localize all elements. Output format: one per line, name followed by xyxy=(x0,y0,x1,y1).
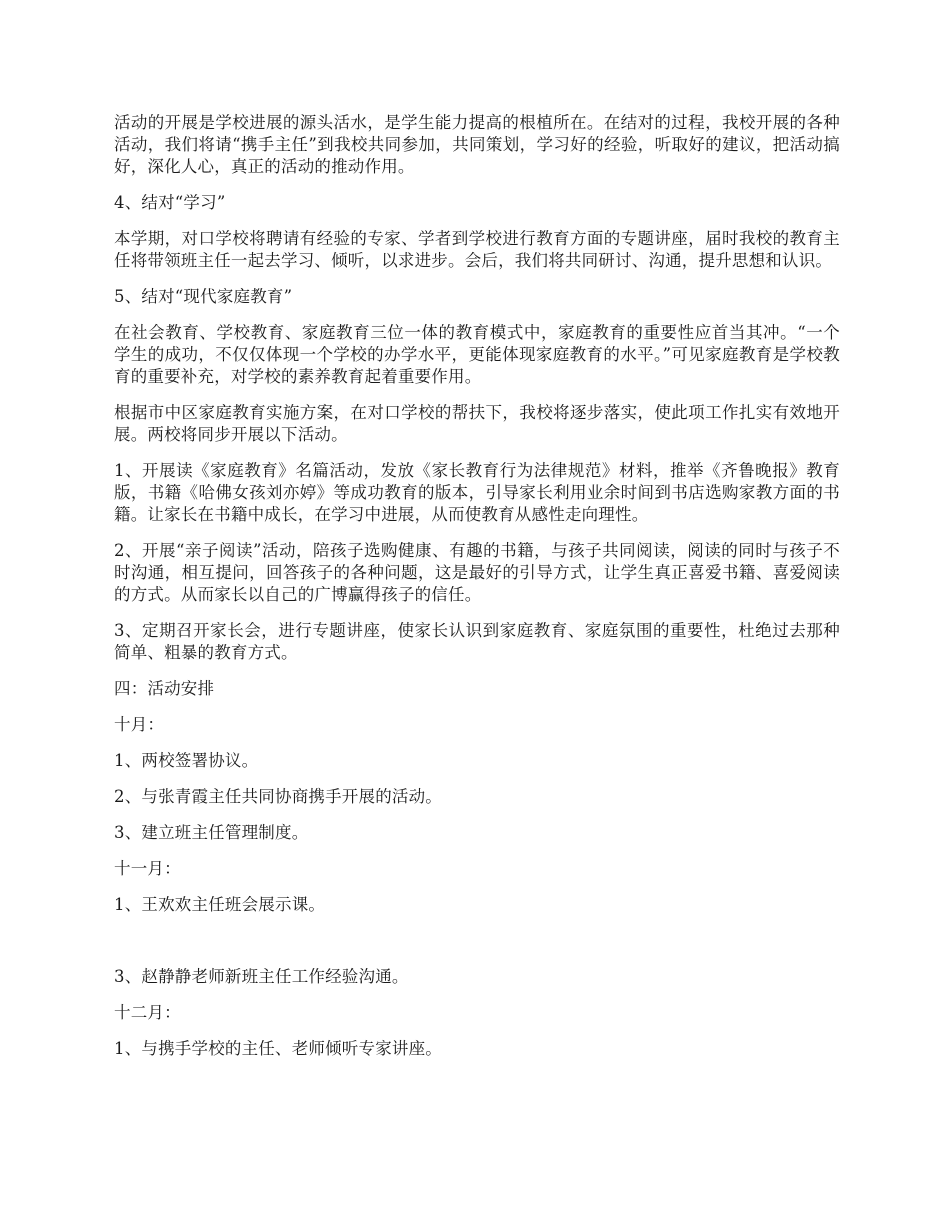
paragraph-activity-2: 2、开展“亲子阅读”活动，陪孩子选购健康、有趣的书籍，与孩子共同阅读，阅读的同时与孩子不时沟通，相互提问，回答孩子的各种问题，这是最好的引导方式，让学生真正喜爱书籍、喜爱阅读的方式。从而家长以自己的广博赢得孩子的信任。 xyxy=(114,541,840,604)
paragraph-activity-1: 1、开展读《家庭教育》名篇活动，发放《家长教育行为法律规范》材料，推举《齐鲁晚报》教育版，书籍《哈佛女孩刘亦婷》等成功教育的版本，引导家长利用业余时间到书店选购家教方面的书籍。让家长在书籍中成长，在学习中进展，从而使教育从感性走向理性。 xyxy=(114,461,840,524)
paragraph-activity-3: 3、定期召开家长会，进行专题讲座，使家长认识到家庭教育、家庭氛围的重要性，杜绝过去那种简单、粗暴的教育方式。 xyxy=(114,621,840,662)
paragraph-family-education: 在社会教育、学校教育、家庭教育三位一体的教育模式中，家庭教育的重要性应首当其冲。“一个学生的成功，不仅仅体现一个学校的办学水平，更能体现家庭教育的水平。”可见家庭教育是学校教育的重要补充，对学校的素养教育起着重要作用。 xyxy=(114,323,840,386)
paragraph-activity-intro: 活动的开展是学校进展的源头活水，是学生能力提高的根植所在。在结对的过程，我校开展的各种活动，我们将请“携手主任”到我校共同参加，共同策划，学习好的经验，听取好的建议，把活动搞好，深化人心，真正的活动的推动作用。 xyxy=(114,113,840,176)
document-page xyxy=(114,112,840,1074)
heading-pair-study: 4、结对“学习” xyxy=(114,193,226,212)
november-item-3: 3、赵静静老师新班主任工作经验沟通。 xyxy=(114,967,409,986)
october-item-1: 1、两校签署协议。 xyxy=(114,751,259,770)
december-item-1: 1、与携手学校的主任、老师倾听专家讲座。 xyxy=(114,1039,442,1058)
november-item-1: 1、王欢欢主任班会展示课。 xyxy=(114,895,326,914)
month-october: 十月： xyxy=(114,715,165,734)
october-item-2: 2、与张青霞主任共同协商携手开展的活动。 xyxy=(114,787,442,806)
month-december: 十二月： xyxy=(114,1003,181,1022)
heading-schedule: 四：活动安排 xyxy=(114,679,215,698)
month-november: 十一月： xyxy=(114,859,181,878)
paragraph-study: 本学期，对口学校将聘请有经验的专家、学者到学校进行教育方面的专题讲座，届时我校的教育主任将带领班主任一起去学习、倾听，以求进步。会后，我们将共同研讨、沟通，提升思想和认识。 xyxy=(114,229,840,270)
paragraph-implementation: 根据市中区家庭教育实施方案，在对口学校的帮扶下，我校将逐步落实，使此项工作扎实有效地开展。两校将同步开展以下活动。 xyxy=(114,403,840,444)
blank-gap xyxy=(114,930,840,966)
october-item-3: 3、建立班主任管理制度。 xyxy=(114,823,309,842)
heading-pair-family-education: 5、结对“现代家庭教育” xyxy=(114,287,293,306)
